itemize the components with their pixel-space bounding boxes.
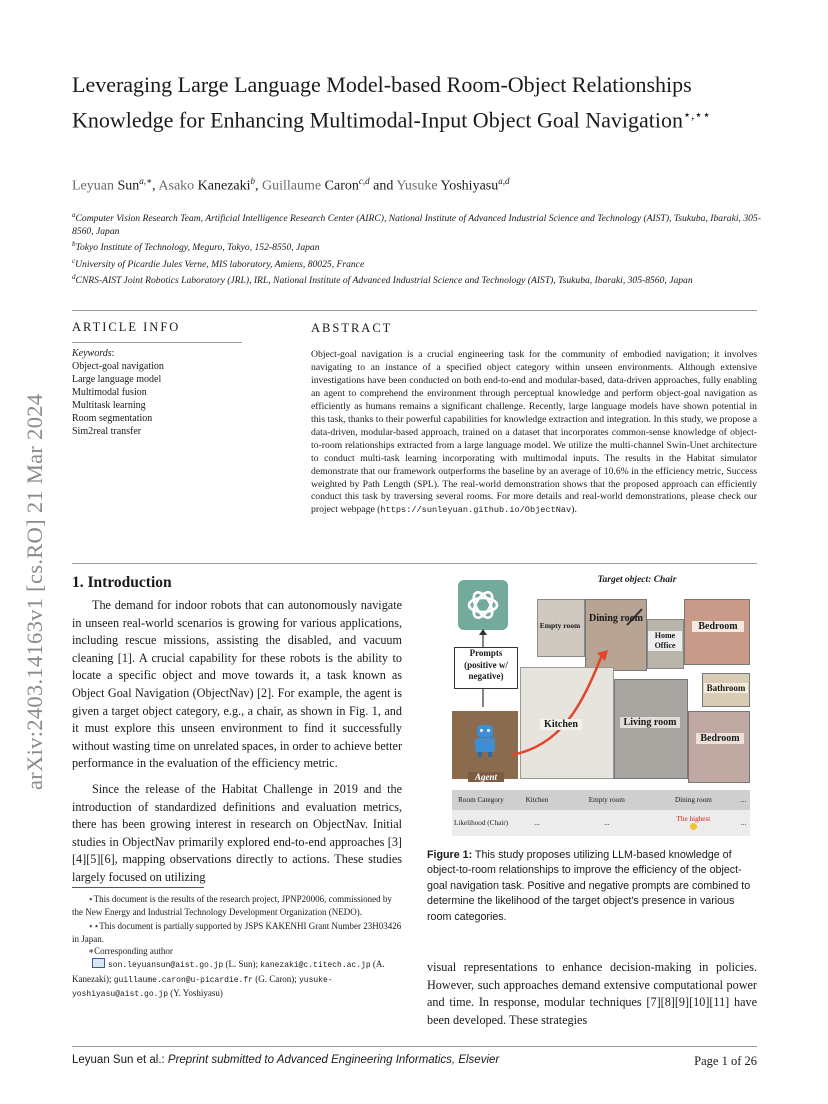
keyword: Object-goal navigation — [72, 361, 164, 372]
abstract-body — [311, 349, 757, 517]
table-cell-highlight — [650, 810, 738, 836]
affiliation-mark: a — [72, 211, 76, 219]
footnotes — [72, 893, 404, 1002]
keyword: Multimodal fusion — [72, 387, 147, 398]
affiliation-text: Tokyo Institute of Technology, Meguro, Tokyo, 152-8550, Japan — [75, 242, 320, 254]
agent-label: Agent — [468, 772, 504, 782]
smile-emoji-icon — [690, 823, 697, 830]
room-label-kitchen: Kitchen — [540, 719, 582, 730]
room-label-home-office: Home Office — [648, 631, 682, 651]
email-link[interactable]: guillaume.caron@u-picardie.fr — [113, 975, 253, 985]
author-given-name: Asako — [158, 178, 198, 194]
figure-1 — [452, 575, 750, 840]
project-webpage-link[interactable]: https://sunleyuan.github.io/ObjectNav — [380, 505, 572, 516]
email-link[interactable]: son.leyuansun@aist.go.jp — [108, 960, 224, 970]
prompts-box: Prompts (positive w/ negative) — [454, 647, 518, 689]
highest-label: The highest — [676, 814, 711, 823]
email-owner: (A. Kanezaki); — [72, 958, 385, 984]
footnote-funding: ⋆This document is the results of the research project, JPNP20006, commissioned by the New Energy and Industrial Technology Development Organization (NEDO). — [72, 894, 392, 917]
author-affiliation-mark: a,∗ — [139, 176, 153, 186]
email-owner: (L. Sun); — [223, 958, 261, 969]
author-list — [72, 176, 509, 195]
keyword: Sim2real transfer — [72, 426, 142, 437]
room-label-bedroom-2: Bedroom — [696, 733, 744, 744]
title-footnote-marks: ⋆,⋆⋆ — [682, 107, 711, 122]
paper-title — [72, 70, 762, 135]
affiliation-d — [72, 271, 762, 287]
footnote-corresponding: ∗Corresponding author — [88, 946, 173, 957]
affiliation-text: University of Picardie Jules Verne, MIS laboratory, Amiens, 80025, France — [75, 259, 365, 271]
article-info-heading: ARTICLE INFO — [72, 320, 181, 334]
author-family-name: Kanezaki — [197, 178, 251, 194]
author-affiliation-mark: a,d — [498, 176, 510, 186]
keywords-label: Keywords — [72, 348, 112, 359]
table-cell: Likelihood (Chair) — [453, 819, 509, 827]
likelihood-table — [452, 790, 750, 836]
room-label-dining: Dining room — [589, 613, 643, 624]
email-link[interactable]: yusuke-yoshiyasu@aist.go.jp — [72, 975, 333, 1000]
keyword: Room segmentation — [72, 413, 153, 424]
paper-title-text: Leveraging Large Language Model-based Room-Object Relationships Knowledge for Enhancing Multimodal-Input Object Goal Navigation — [72, 72, 692, 133]
room-label-empty: Empty room — [539, 621, 581, 630]
email-owner: (Y. Yoshiyasu) — [168, 988, 223, 999]
divider — [72, 342, 242, 343]
intro-paragraph-1: The demand for indoor robots that can autonomously navigate in unseen real-world scenarios is growing for various applications, including rescue missions, assisting the disabled, and vacuum cleaning [1]. A crucial capability for these robots is the ability to locate a specific object and move towards it, a task known as Object Goal Navigation (ObjectNav) [2]. For example, the agent is given a target object category, e.g., a chair, as shown in Fig. 1, and it must explore this unseen environment to find it successfully without wasting time on unrelated spaces, in order to achieve better performance in the evaluation of the efficiency metric. — [72, 598, 402, 771]
keyword-list: Keywords: Object-goal navigation Large language model Multimodal fusion Multitask learning Room segmentation Sim2real transfer — [72, 348, 164, 437]
caption-label: Figure 1: — [427, 849, 473, 861]
author-given-name: Leyuan — [72, 178, 118, 194]
abstract-end: ). — [571, 504, 577, 516]
author-given-name: Guillaume — [262, 178, 325, 194]
affiliation-a — [72, 209, 762, 238]
divider — [72, 310, 757, 311]
author-affiliation-mark: c,d — [358, 176, 370, 186]
author-family-name: Sun — [117, 178, 140, 194]
figure-1-caption — [427, 848, 757, 925]
table-cell: ... — [604, 819, 610, 827]
author-family-name: Yoshiyasu — [440, 178, 499, 194]
footnote-divider — [72, 887, 204, 888]
intro-paragraph-3: visual representations to enhance decision-making in policies. However, such approaches demand extensive computational power and time. In response, modular techniques [7][8][9][10][11] have been developed. These strategies — [427, 960, 757, 1027]
footnote-grant: ⋆⋆This document is partially supported by JSPS KAKENHI Grant Number 23H03426 in Japan. — [72, 921, 402, 944]
table-cell: Dining room — [674, 796, 712, 804]
page-number: Page 1 of 26 — [694, 1054, 757, 1068]
email-icon — [92, 958, 105, 968]
author-affiliation-mark: b — [250, 176, 256, 186]
room-label-bedroom-1: Bedroom — [692, 621, 744, 632]
table-cell: ... — [740, 819, 747, 827]
table-cell: Room Category — [458, 796, 504, 804]
email-list — [72, 958, 404, 1002]
affiliation-mark: b — [72, 240, 76, 248]
floor-plan — [452, 595, 750, 787]
keyword: Multitask learning — [72, 400, 146, 411]
author-separator: , — [152, 178, 159, 194]
keyword: Large language model — [72, 374, 162, 385]
affiliation-text: Computer Vision Research Team, Artificial Intelligence Research Center (AIRC), National Institute of Advanced Industrial Science and Technology (AIST), Tsukuba, Ibaraki, 305-8560, Japan — [72, 213, 761, 238]
footer-authors: Leyuan Sun et al.: — [72, 1054, 168, 1066]
footer-left — [72, 1054, 499, 1066]
author-family-name: Caron — [324, 178, 359, 194]
footer-divider — [72, 1046, 757, 1047]
affiliation-c — [72, 255, 762, 271]
table-cell: Kitchen — [525, 796, 549, 804]
affiliation-mark: c — [72, 257, 76, 265]
author-separator: and — [369, 178, 397, 194]
author-separator: , — [255, 178, 263, 194]
affiliation-b — [72, 238, 762, 254]
affiliation-mark: d — [72, 273, 76, 281]
table-header-row — [452, 790, 750, 810]
figure-target-label: Target object: Chair — [597, 575, 677, 585]
room-label-bathroom: Bathroom — [704, 683, 748, 693]
arxiv-identifier: arXiv:2403.14163v1 [cs.RO] 21 Mar 2024 — [22, 393, 47, 790]
table-row — [452, 810, 750, 836]
section-heading-introduction: 1. Introduction — [72, 574, 172, 591]
divider — [72, 563, 757, 564]
robot-icon — [474, 725, 496, 757]
table-cell: Empty room — [588, 796, 625, 804]
affiliation-text: CNRS-AIST Joint Robotics Laboratory (JRL), IRL, National Institute of Advanced Industrial Science and Technology (AIST), Tsukuba, Ibaraki, 305-8560, Japan — [75, 275, 693, 287]
path-arrowhead — [597, 650, 608, 661]
path-line — [512, 655, 602, 755]
email-link[interactable]: kanezaki@c.titech.ac.jp — [260, 960, 371, 970]
intro-paragraph-2: Since the release of the Habitat Challenge in 2019 and the introduction of standardized definitions and evaluation metrics, there has been growing interest in research on ObjectNav. Initial studies in ObjectNav primarily explored end-to-end approaches [3][4][5][6], mapping observations directly to actions. These studies largely focused on utilizing — [72, 782, 402, 884]
author-given-name: Yusuke — [396, 178, 441, 194]
table-cell: ... — [534, 819, 540, 827]
table-cell: ... — [740, 796, 747, 804]
email-owner: (G. Caron); — [252, 973, 299, 984]
abstract-heading: ABSTRACT — [311, 321, 393, 335]
caption-text: This study proposes utilizing LLM-based knowledge of object-to-room relationships to improve the efficiency of the object-goal navigation task. Positive and negative prompts are combined to determine the likelihood of the target object's presence in various room categories. — [427, 849, 751, 923]
room-label-living: Living room — [620, 717, 680, 728]
footer-preprint-note: Preprint submitted to Advanced Engineering Informatics, Elsevier — [167, 1054, 500, 1066]
abstract-text: Object-goal navigation is a crucial engineering task for the community of embodied navigation; it involves navigating to an instance of a specified object category within unseen environments. Although extensive investigations have been conducted on both end-to-end and modular-based, data-driven approaches, fully enabling an agent to comprehend the environment through perceptual knowledge and perform object-goal navigation as efficiently as humans remains a significant challenge. Recently, large language models have shown potential in this task, thanks to their powerful capabilities for knowledge extraction and integration. In this study, we propose a data-driven, modular-based approach, trained on a dataset that incorporates common-sense knowledge of object-to-room relationships extracted from a large language model. We utilize the multi-channel Swin-Unet architecture to conduct multi-task learning incorporating with multimodal inputs. The results in the Habitat simulator demonstrate that our framework outperforms the baseline by an average of 10.6% in the efficiency metric, Success weighted by Path Length (SPL). The real-world demonstration shows that the proposed approach can efficiently conduct this task by traversing several rooms. For more details and real-world demonstrations, please check our project webpage ( — [311, 349, 757, 516]
